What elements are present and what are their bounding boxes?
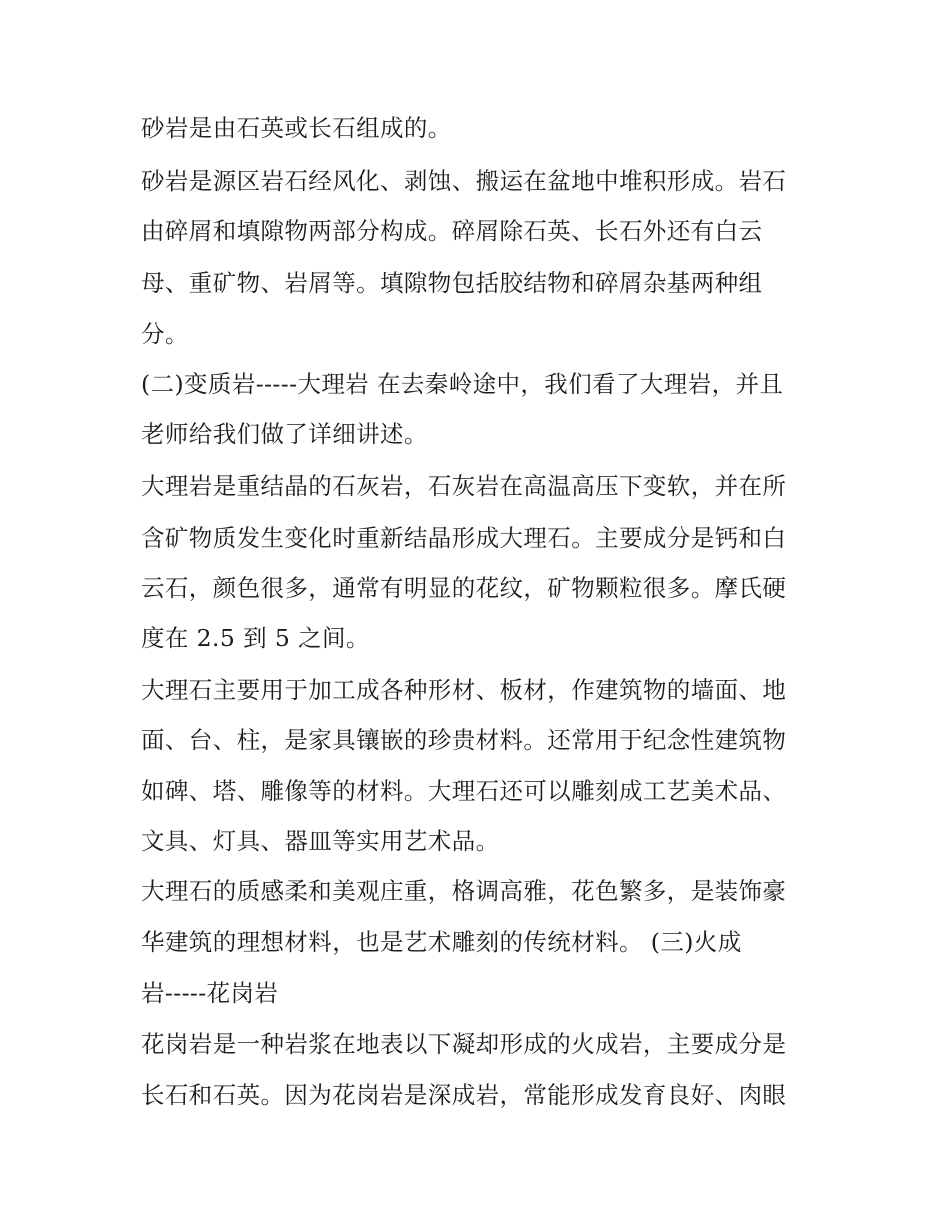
text-line: 大理石的质感柔和美观庄重，格调高雅，花色繁多，是装饰豪	[141, 877, 787, 905]
text-line: 砂岩是由石英或长石组成的。	[141, 114, 452, 142]
text-line: 华建筑的理想材料，也是艺术雕刻的传统材料。 (三)火成	[141, 928, 742, 956]
text-line: 分。	[141, 320, 189, 348]
text-line: 岩-----花岗岩	[141, 979, 279, 1007]
text-line: 花岗岩是一种岩浆在地表以下凝却形成的火成岩，主要成分是	[141, 1030, 787, 1058]
text-line: 长石和石英。因为花岗岩是深成岩，常能形成发育良好、肉眼	[141, 1081, 787, 1109]
text-line: 面、台、柱，是家具镶嵌的珍贵材料。还常用于纪念性建筑物	[141, 726, 787, 754]
text-line: 母、重矿物、岩屑等。填隙物包括胶结物和碎屑杂基两种组	[141, 269, 763, 297]
text-line: 云石，颜色很多，通常有明显的花纹，矿物颗粒很多。摩氏硬	[141, 574, 787, 602]
text-line: 大理岩是重结晶的石灰岩，石灰岩在高温高压下变软，并在所	[141, 472, 787, 500]
text-line: 如碑、塔、雕像等的材料。大理石还可以雕刻成工艺美术品、	[141, 777, 787, 805]
text-line: 含矿物质发生变化时重新结晶形成大理石。主要成分是钙和白	[141, 524, 787, 552]
text-line: 文具、灯具、器皿等实用艺术品。	[141, 827, 500, 855]
text-line: (二)变质岩-----大理岩 在去秦岭途中，我们看了大理岩，并且	[141, 370, 784, 398]
text-line: 由碎屑和填隙物两部分构成。碎屑除石英、长石外还有白云	[141, 217, 763, 245]
text-line: 老师给我们做了详细讲述。	[141, 420, 428, 448]
text-line: 大理石主要用于加工成各种形材、板材，作建筑物的墙面、地	[141, 676, 787, 704]
text-line: 砂岩是源区岩石经风化、剥蚀、搬运在盆地中堆积形成。岩石	[141, 167, 787, 195]
text-line: 度在 2.5 到 5 之间。	[141, 624, 370, 652]
